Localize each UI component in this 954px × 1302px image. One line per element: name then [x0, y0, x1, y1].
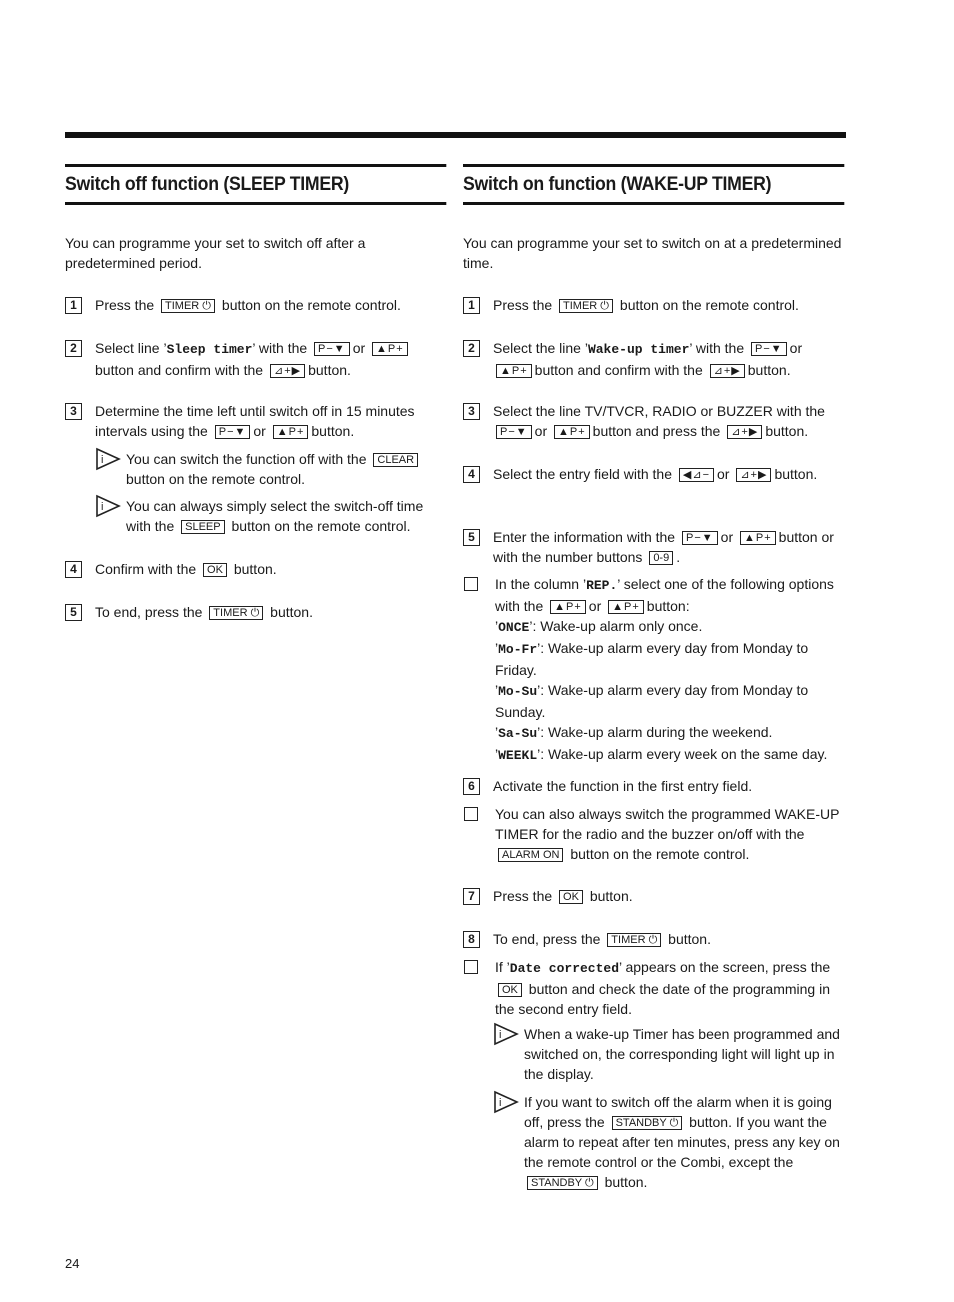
step-1: 1 Press the TIMER ⏻ button on the remote control. — [463, 295, 846, 315]
alarm-on-key: ALARM ON — [498, 848, 563, 862]
step-6: 6 Activate the function in the first entry field. — [463, 776, 846, 796]
step-5: 5 Enter the information with the P−▼ or ▲P+ button or with the number buttons 0-9 . — [463, 527, 846, 567]
svg-text:i: i — [499, 1029, 502, 1041]
vol-up-key: ⊿+▶ — [270, 364, 305, 378]
sleep-key: SLEEP — [181, 520, 224, 534]
standby-key: STANDBY ⏻ — [612, 1116, 683, 1130]
step-number: 1 — [65, 297, 82, 314]
step-5: 5 To end, press the TIMER ⏻ button. — [65, 602, 448, 622]
clear-key: CLEAR — [373, 453, 418, 467]
bullet-square — [464, 577, 478, 591]
ok-key: OK — [559, 890, 583, 904]
info-triangle-icon — [493, 1022, 519, 1046]
column-code: REP. — [586, 578, 618, 593]
message-code: Date corrected — [509, 961, 619, 976]
timer-key: TIMER ⏻ — [161, 299, 215, 313]
info-triangle-icon — [95, 494, 121, 518]
step-4: 4 Confirm with the OK button. — [65, 559, 448, 579]
option-once: ’ONCE’: Wake-up alarm only once. — [495, 618, 703, 635]
vol-up-key: ⊿+▶ — [727, 425, 762, 439]
step-number: 3 — [65, 403, 82, 420]
info-note: i You can switch the function off with the CLEAR button on the remote control. — [95, 449, 430, 489]
info-note: i You can always simply select the switch-off time with the SLEEP button on the remote control. — [95, 496, 430, 536]
p-down-key: P−▼ — [314, 342, 350, 356]
menu-line-code: Wake-up timer — [587, 342, 690, 357]
step-number: 6 — [463, 778, 480, 795]
step-number: 5 — [65, 604, 82, 621]
wake-up-timer-column — [463, 164, 846, 205]
option-mo-fr: ’Mo-Fr’: Wake-up alarm every day from Monday to Friday. — [495, 640, 809, 678]
p-down-key: P−▼ — [682, 531, 718, 545]
ok-key: OK — [203, 563, 227, 577]
timer-key: TIMER ⏻ — [607, 933, 661, 947]
vol-up-key: ⊿+▶ — [736, 468, 771, 482]
step-number: 2 — [65, 340, 82, 357]
page-number: 24 — [65, 1256, 80, 1271]
p-up-key: ▲P+ — [740, 531, 776, 545]
step-3: 3 Determine the time left until switch off in 15 minutes intervals using the P−▼ or ▲P+ button. — [65, 401, 448, 441]
section-title: Switch on function (WAKE-UP TIMER) — [463, 164, 844, 205]
p-up-key: ▲P+ — [550, 600, 586, 614]
step-number: 1 — [463, 297, 480, 314]
p-up-key: ▲P+ — [372, 342, 408, 356]
step-number: 5 — [463, 529, 480, 546]
step-number: 8 — [463, 931, 480, 948]
step-4: 4 Select the entry field with the ◀⊿− or ⊿+▶ button. — [463, 464, 846, 484]
step-number: 4 — [65, 561, 82, 578]
ok-key: OK — [498, 983, 522, 997]
step-number: 4 — [463, 466, 480, 483]
number-keys: 0-9 — [649, 551, 673, 565]
sleep-timer-column — [65, 164, 448, 205]
section-title: Switch off function (SLEEP TIMER) — [65, 164, 446, 205]
bullet-options: In the column ’REP.’ select one of the following options with the ▲P+ or ▲P+ button: ’ONCE’: Wake-up alarm only once. ’Mo-Fr’: Wake-up alarm every day from Monday to Friday. ’Mo-Su’: Wake-up alarm every day from Monday to Sunday. ’Sa-Su’: Wake-up alarm during the weekend. ’WEEKL’: Wake-up alarm every week on the same day. — [463, 574, 846, 766]
step-3: 3 Select the line TV/TVCR, RADIO or BUZZER with the P−▼ or ▲P+ button and press the ⊿+▶ button. — [463, 401, 846, 441]
info-triangle-icon — [95, 447, 121, 471]
p-up-key: ▲P+ — [608, 600, 644, 614]
svg-text:i: i — [499, 1097, 502, 1109]
p-up-key: ▲P+ — [554, 425, 590, 439]
p-up-key: ▲P+ — [273, 425, 309, 439]
menu-line-code: Sleep timer — [166, 342, 253, 357]
option-mo-su: ’Mo-Su’: Wake-up alarm every day from Monday to Sunday. — [495, 682, 809, 720]
info-triangle-icon — [493, 1090, 519, 1114]
step-number: 3 — [463, 403, 480, 420]
vol-down-key: ◀⊿− — [679, 468, 714, 482]
info-note: i When a wake-up Timer has been programmed and switched on, the corresponding light will light up in the display. — [493, 1024, 843, 1084]
p-down-key: P−▼ — [751, 342, 787, 356]
step-number: 2 — [463, 340, 480, 357]
svg-text:i: i — [101, 454, 104, 466]
option-sa-su: ’Sa-Su’: Wake-up alarm during the weekend. — [495, 724, 773, 741]
bullet-alarm-on: You can also always switch the programmed WAKE-UP TIMER for the radio and the buzzer on/off with the ALARM ON button on the remote control. — [463, 804, 846, 864]
p-down-key: P−▼ — [215, 425, 251, 439]
timer-key: TIMER ⏻ — [209, 606, 263, 620]
timer-key: TIMER ⏻ — [559, 299, 613, 313]
step-2: 2 Select line ’Sleep timer’ with the P−▼ or ▲P+button and confirm with the ⊿+▶ button. — [65, 338, 448, 380]
step-number: 7 — [463, 888, 480, 905]
p-up-key: ▲P+ — [496, 364, 532, 378]
standby-key: STANDBY ⏻ — [527, 1176, 598, 1190]
svg-text:i: i — [101, 501, 104, 513]
step-8: 8 To end, press the TIMER ⏻ button. — [463, 929, 846, 949]
intro-text: You can programme your set to switch off after a predetermined period. — [65, 235, 366, 271]
option-weekl: ’WEEKL’: Wake-up alarm every week on the same day. — [495, 746, 828, 763]
step-1: 1 Press the TIMER ⏻ button on the remote control. — [65, 295, 448, 315]
p-down-key: P−▼ — [496, 425, 532, 439]
info-note: i If you want to switch off the alarm when it is going off, press the STANDBY ⏻ button. If you want the alarm to repeat after ten minutes, press any key on the remote control or the Combi, except the STANDBY ⏻ button. — [493, 1092, 843, 1192]
bullet-square — [464, 960, 478, 974]
vol-up-key: ⊿+▶ — [710, 364, 745, 378]
step-7: 7 Press the OK button. — [463, 886, 846, 906]
step-2: 2 Select the line ’Wake-up timer’ with the P−▼ or ▲P+ button and confirm with the ⊿+▶ button. — [463, 338, 846, 380]
bullet-date-corrected: If ’Date corrected’ appears on the screen, press the OK button and check the date of the programming in the second entry field. — [463, 957, 846, 1019]
bullet-square — [464, 807, 478, 821]
intro-text: You can programme your set to switch on at a predetermined time. — [463, 235, 842, 271]
top-rule — [65, 132, 846, 138]
